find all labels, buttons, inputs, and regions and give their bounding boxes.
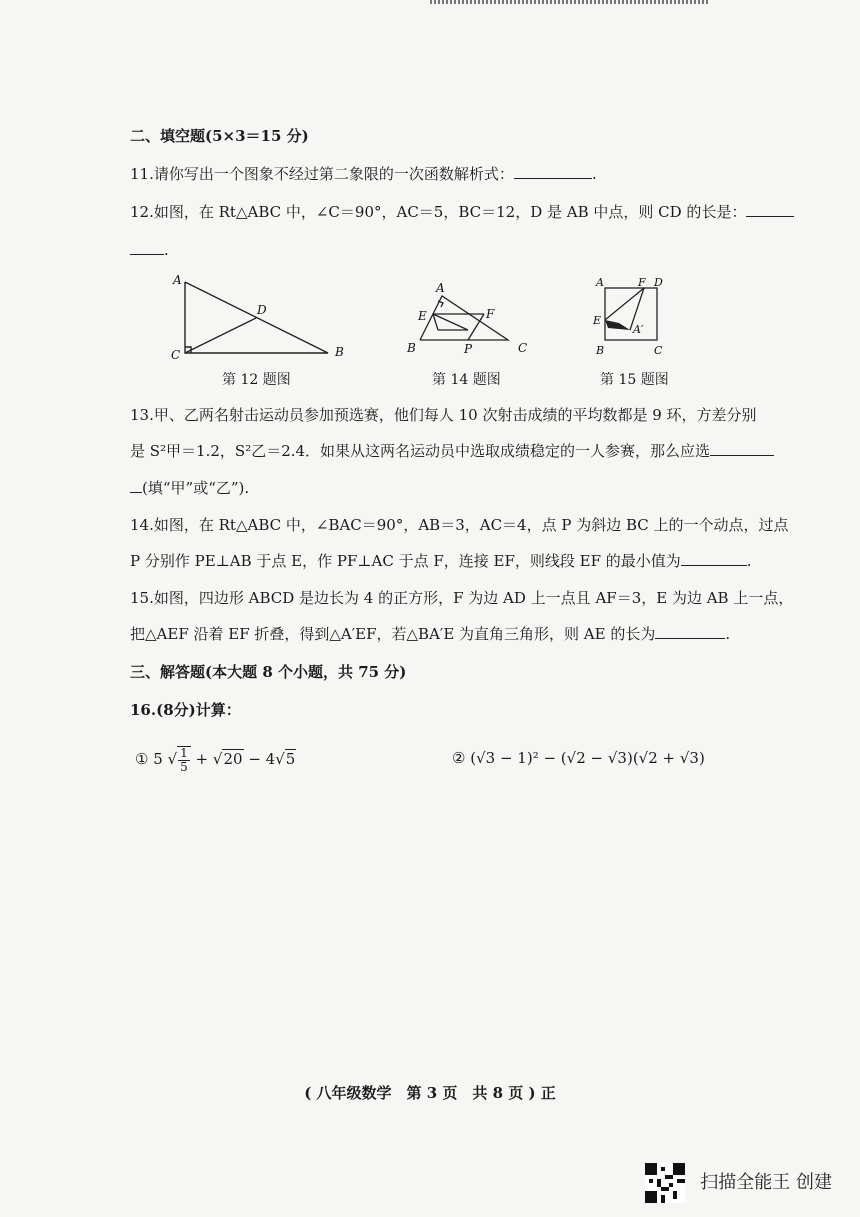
question-14-line2	[130, 551, 752, 571]
q15-line2: 把△AEF 沿着 EF 折叠，得到△A′EF，若△BA′E 为直角三角形，则 AE 的长为	[130, 625, 656, 643]
fig15-caption: 第 15 题图	[600, 372, 669, 388]
q12-text: 12.如图，在 Rt△ABC 中，∠C＝90°，AC＝5，BC＝12，D 是 AB 中点，则 CD 的长是：	[130, 203, 747, 221]
q11-answer-blank	[514, 164, 592, 179]
q16-p1-plus: +	[195, 750, 209, 768]
q14-line1: 14.如图，在 Rt△ABC 中，∠BAC＝90°，AB＝3，AC＝4，点 P 为斜边 BC 上的一个动点，过点	[130, 516, 789, 534]
fig12-label-d: D	[257, 303, 267, 317]
fig15-label-c: C	[654, 344, 663, 357]
fig15-label-b: B	[596, 344, 605, 357]
question-13-line2	[130, 441, 774, 461]
q16-p1-marker: ①	[135, 750, 149, 768]
q16-p1-num: 1	[180, 746, 188, 760]
q16-p1-fraction	[177, 746, 191, 774]
section3-title: 三、解答题(本大题 8 个小题，共 75 分)	[130, 663, 407, 681]
figure-15	[590, 276, 675, 361]
q16-p1-rad3: 5	[285, 750, 296, 768]
fig14-triangle	[420, 296, 508, 340]
q12-answer-blank-2	[130, 240, 164, 255]
fig12-label-b: B	[335, 345, 344, 359]
q11-text: 11.请你写出一个图象不经过第二象限的一次函数解析式：	[130, 165, 514, 183]
question-12	[130, 202, 794, 222]
fig15-label-d: D	[654, 276, 663, 289]
q16-p1-sqrt-sign: √	[167, 750, 178, 768]
q16-p1-rad2: 20	[223, 750, 243, 768]
question-12-cont	[130, 240, 169, 260]
fig14-right-angle	[438, 301, 443, 307]
q14-answer-blank	[681, 551, 747, 566]
qr-code-icon	[645, 1163, 685, 1203]
fig15-label-e: E	[593, 314, 602, 327]
q15-end: .	[725, 625, 731, 643]
q16-part2	[452, 748, 705, 768]
q16-p1-rest: − 4	[248, 750, 276, 768]
page-footer: ( 八年级数学 第 3 页 共 8 页 ) 正	[304, 1084, 556, 1102]
fig12-segment-cd	[185, 318, 256, 353]
figure-12	[165, 270, 355, 365]
fig14-label-c: C	[518, 341, 528, 355]
question-11	[130, 164, 597, 184]
fig14-diag	[433, 314, 468, 330]
q12-end: .	[164, 241, 169, 259]
fig14-label-a: A	[436, 281, 445, 295]
q13-line1: 13.甲、乙两名射击运动员参加预选赛，他们每人 10 次射击成绩的平均数都是 9 环，方差分别	[130, 406, 757, 424]
fig14-label-f: F	[486, 307, 495, 321]
fig14-caption: 第 14 题图	[432, 372, 501, 388]
question-13-line3	[130, 478, 249, 498]
q13-answer-blank	[710, 441, 774, 456]
scanner-watermark: 扫描全能王 创建	[700, 1172, 832, 1193]
q16-title: 16.(8分)计算：	[130, 701, 241, 719]
fig14-label-b: B	[407, 341, 416, 355]
fig15-label-a: A	[596, 276, 604, 289]
q16-p1-lead: 5	[153, 750, 163, 768]
q14-line2: P 分别作 PE⊥AB 于点 E，作 PF⊥AC 于点 F，连接 EF，则线段 EF 的最小值为	[130, 552, 681, 570]
q13-line2: 是 S²甲＝1.2，S²乙＝2.4．如果从这两名运动员中选取成绩稳定的一人参赛，那么应选	[130, 442, 711, 460]
fig12-label-c: C	[171, 348, 181, 362]
q15-line1: 15.如图，四边形 ABCD 是边长为 4 的正方形，F 为边 AD 上一点且 AF＝3，E 为边 AB 上一点，	[130, 589, 794, 607]
q16-p2-marker: ②	[452, 749, 466, 767]
q16-p1-den: 5	[180, 760, 188, 774]
fig15-label-f: F	[638, 276, 646, 289]
fig14-label-e: E	[418, 309, 427, 323]
q11-end: .	[591, 165, 597, 183]
q15-answer-blank	[655, 624, 725, 639]
fig15-label-a-prime: A′	[633, 323, 644, 336]
fig15-shaded-triangle	[605, 320, 630, 330]
top-scan-mark	[430, 0, 710, 4]
q14-end: .	[746, 552, 752, 570]
q16-part1: ① 5 √ $\frac{1}{5}$ + √20 − 4√5	[135, 746, 296, 774]
figure-14	[400, 278, 540, 363]
q13-line3: (填“甲”或“乙”).	[142, 479, 250, 497]
fig14-label-p: P	[464, 342, 473, 356]
q13-answer-blank-2	[130, 478, 142, 493]
fig12-label-a: A	[173, 273, 182, 287]
q16-p2-expr: (√3 − 1)² − (√2 − √3)(√2 + √3)	[470, 749, 705, 767]
question-15-line2	[130, 624, 730, 644]
fig12-caption: 第 12 题图	[222, 372, 291, 388]
q12-answer-blank	[746, 202, 794, 217]
section2-title: 二、填空题(5×3＝15 分)	[130, 127, 309, 145]
